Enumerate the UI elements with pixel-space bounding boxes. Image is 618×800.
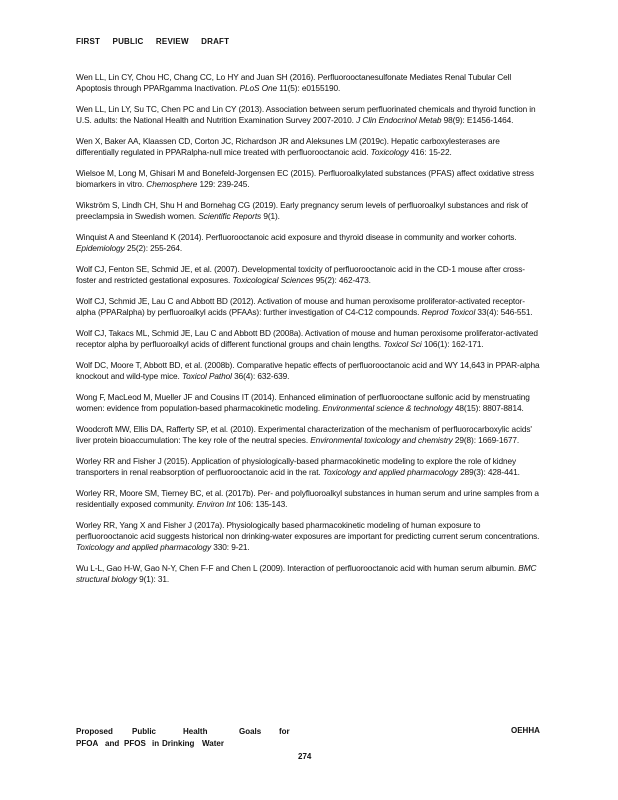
reference-item: Wielsoe M, Long M, Ghisari M and Bonefeld-Jorgensen EC (2015). Perfluoroalkylated substances (PFAS) affect oxidative stress biomarkers in vitro. Chemosphere 129: 239-245. (76, 168, 534, 189)
footer-organization: OEHHA (511, 726, 540, 735)
reference-item: Wen LL, Lin LY, Su TC, Chen PC and Lin CY (2013). Association between serum perfluorinated chemicals and thyroid function in U.S. adults: the National Health and Nutrition Examination Survey 2007-2010. J Clin Endocrinol Metab 98(9): E1456-1464. (76, 104, 536, 125)
page-number: 274 (298, 752, 312, 761)
footer-document-title: Proposed Public Health Goals for PFOA and PFOS in Drinking Water (76, 727, 290, 748)
reference-item: Wen X, Baker AA, Klaassen CD, Corton JC, Richardson JR and Aleksunes LM (2019c). Hepatic carboxylesterases are differentially regulated in PPARalpha-null mice treated with perfluorooctanoic acid. Toxicology 416: 15-22. (76, 136, 500, 157)
reference-item: Woodcroft MW, Ellis DA, Rafferty SP, et al. (2010). Experimental characterization of the mechanism of perfluorocarboxylic acids' liver protein bioaccumulation: The key role of the neutral species. Environmental toxicology and chemistry 29(8): 1669-1677. (76, 424, 532, 445)
reference-item: Worley RR, Yang X and Fisher J (2017a). Physiologically based pharmacokinetic modeling of human exposure to perfluorooctanoic acid suggests historical non drinking-water exposures are important for predicting current serum concentrations. Toxicology and applied pharmacology 330: 9-21. (76, 520, 540, 552)
reference-item: Wolf CJ, Fenton SE, Schmid JE, et al. (2007). Developmental toxicity of perfluorooctanoic acid in the CD-1 mouse after cross-foster and restricted gestational exposures. Toxicological Sciences 95(2): 462-473. (76, 264, 525, 285)
reference-item: Winquist A and Steenland K (2014). Perfluorooctanoic acid exposure and thyroid disease in community and worker cohorts. Epidemiology 25(2): 255-264. (76, 232, 517, 253)
reference-item: Wikström S, Lindh CH, Shu H and Bornehag CG (2019). Early pregnancy serum levels of perfluoroalkyl substances and risk of preeclampsia in Swedish women. Scientific Reports 9(1). (76, 200, 528, 221)
reference-item: Wu L-L, Gao H-W, Gao N-Y, Chen F-F and Chen L (2009). Interaction of perfluorooctanoic acid with human serum albumin. BMC structural biology 9(1): 31. (76, 563, 537, 584)
reference-item: Wen LL, Lin CY, Chou HC, Chang CC, Lo HY and Juan SH (2016). Perfluorooctanesulfonate Mediates Renal Tubular Cell Apoptosis through PPARgamma Inactivation. PLoS One 11(5): e0155190. (76, 72, 512, 93)
reference-item: Worley RR, Moore SM, Tierney BC, et al. (2017b). Per- and polyfluoroalkyl substances in human serum and urine samples from a residentially exposed community. Environ Int 106: 135-143. (76, 488, 539, 509)
draft-header: FIRST PUBLIC REVIEW DRAFT (76, 37, 230, 46)
reference-item: Wolf CJ, Takacs ML, Schmid JE, Lau C and Abbott BD (2008a). Activation of mouse and human peroxisome proliferator-activated receptor alpha by perfluoroalkyl acids of different functional groups and chain lengths. Toxicol Sci 106(1): 162-171. (76, 328, 538, 349)
reference-item: Wolf CJ, Schmid JE, Lau C and Abbott BD (2012). Activation of mouse and human peroxisome proliferator-activated receptor-alpha (PPARalpha) by perfluoroalkyl acids (PFAAs): further investigation of C4-C12 compounds. Reprod Toxicol 33(4): 546-551. (76, 296, 533, 317)
reference-item: Wolf DC, Moore T, Abbott BD, et al. (2008b). Comparative hepatic effects of perfluorooctanoic acid and WY 14,643 in PPAR-alpha knockout and wild-type mice. Toxicol Pathol 36(4): 632-639. (76, 360, 540, 381)
reference-item: Worley RR and Fisher J (2015). Application of physiologically-based pharmacokinetic modeling to explore the role of kidney transporters in renal reabsorption of perfluorooctanoic acid in the rat. Toxicology and applied pharmacology 289(3): 428-441. (76, 456, 520, 477)
reference-list (76, 72, 544, 595)
reference-item: Wong F, MacLeod M, Mueller JF and Cousins IT (2014). Enhanced elimination of perfluorooctane sulfonic acid by menstruating women: evidence from population-based pharmacokinetic modeling. Environmental science & technology 48(15): 8807-8814. (76, 392, 530, 413)
